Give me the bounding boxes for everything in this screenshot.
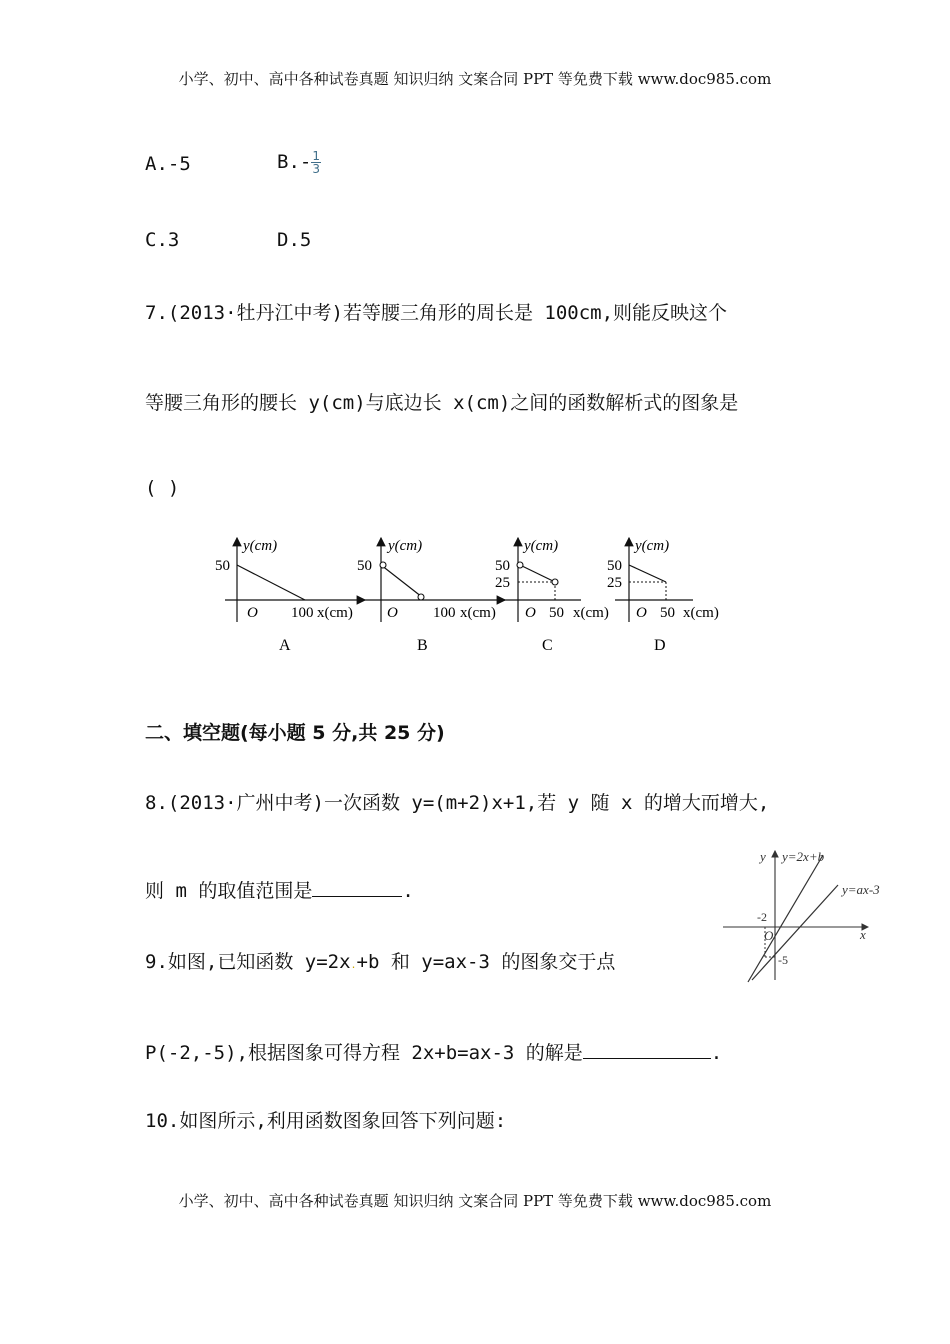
graph-d-ytick2: 25 [607, 575, 622, 591]
graph-c-open-point-end [552, 579, 558, 585]
q7-graphs [205, 530, 745, 660]
graph-a-origin: O [247, 605, 258, 621]
graph-d-ylabel: y(cm) [635, 538, 670, 554]
section2-title: 二、填空题(每小题 5 分,共 25 分) [145, 722, 445, 744]
graph-c-xlabel: x(cm) [573, 605, 609, 621]
q6-option-c: C.3 [145, 229, 180, 251]
graph-b-label: B [417, 637, 428, 654]
graph-c-origin: O [525, 605, 536, 621]
graph-b-xtick: 100 [433, 605, 456, 621]
q9-answer-blank [583, 1042, 711, 1059]
q10-line1: 10.如图所示,利用函数图象回答下列问题: [145, 1110, 507, 1132]
graph-c-ytick2: 25 [495, 575, 510, 591]
graph-b [357, 538, 505, 654]
graph-c-xtick: 50 [549, 605, 564, 621]
q8-line2 [145, 876, 414, 903]
q6-option-b-fraction [311, 150, 321, 175]
graph-d-label: D [654, 637, 666, 654]
fraction-denominator: 3 [312, 162, 320, 176]
q9-x-mark: -2 [757, 910, 767, 924]
page-footer: 小学、初中、高中各种试卷真题 知识归纳 文案合同 PPT 等免费下载 www.doc985.com [178, 1192, 772, 1210]
q9-y-axis-label: y [760, 849, 766, 864]
graph-a-label: A [279, 637, 291, 654]
q8-line2-suffix: . [402, 880, 414, 902]
q7-line1-text: .(2013·牡丹江中考)若等腰三角形的周长是 100cm,则能反映这个 [156, 302, 728, 324]
q6-option-d: D.5 [277, 229, 312, 251]
graph-c [495, 538, 609, 654]
graph-a [215, 538, 365, 654]
graph-c-open-point-top [517, 562, 523, 568]
graph-a-line [237, 565, 305, 600]
graph-a-ytick: 50 [215, 558, 230, 574]
q9-line1 [145, 947, 615, 974]
graph-b-ylabel: y(cm) [388, 538, 423, 554]
q9-y-mark: -5 [778, 953, 788, 967]
q6-option-b [277, 150, 321, 175]
q6-option-b-prefix: B.- [277, 151, 312, 173]
q7-answer-paren: ( ) [145, 477, 180, 499]
q9-line2-prefix: P(-2,-5),根据图象可得方程 2x+b=ax-3 的解是 [145, 1042, 583, 1064]
graph-b-xlabel: x(cm) [460, 605, 496, 621]
q9-marker-dot: . [350, 960, 357, 971]
q9-line2-label: y=ax-3 [842, 882, 880, 897]
q9-line2 [145, 1038, 722, 1065]
q8-line1: 8.(2013·广州中考)一次函数 y=(m+2)x+1,若 y 随 x 的增大而增大, [145, 792, 770, 814]
q9-figure [718, 845, 893, 985]
q9-line1-b: +b 和 y=ax-3 的图象交于点 [356, 951, 616, 973]
q9-origin: O [764, 928, 774, 943]
q8-line2-prefix: 则 m 的取值范围是 [145, 880, 313, 902]
q8-answer-blank [312, 880, 402, 897]
graph-d [607, 538, 719, 654]
graph-b-ytick: 50 [357, 558, 372, 574]
graph-c-ylabel: y(cm) [524, 538, 559, 554]
graph-c-ytick: 50 [495, 558, 510, 574]
fraction-numerator: 1 [312, 149, 320, 163]
q9-line1-label: y=2x+b [782, 849, 825, 864]
q7-line1 [145, 298, 727, 325]
q7-number: 7 [145, 302, 157, 324]
q9-line1-a: 9.如图,已知函数 y=2x [145, 951, 351, 973]
graph-d-xtick: 50 [660, 605, 675, 621]
q9-x-axis-label: x [860, 927, 866, 942]
q6-option-a: A.-5 [145, 153, 191, 175]
graph-d-ytick: 50 [607, 558, 622, 574]
graph-a-xlabel: x(cm) [317, 605, 353, 621]
graph-c-line [520, 565, 555, 582]
q7-line2: 等腰三角形的腰长 y(cm)与底边长 x(cm)之间的函数解析式的图象是 [145, 392, 739, 414]
graph-b-line [381, 565, 422, 597]
graph-d-origin: O [636, 605, 647, 621]
graph-a-xtick: 100 [291, 605, 314, 621]
graph-b-open-point-top [380, 562, 386, 568]
graph-a-ylabel: y(cm) [243, 538, 278, 554]
graph-c-label: C [542, 637, 553, 654]
graph-b-open-point-end [418, 594, 424, 600]
graph-d-line [629, 565, 666, 582]
graph-d-xlabel: x(cm) [683, 605, 719, 621]
q9-line2-suffix: . [710, 1042, 723, 1064]
page-header: 小学、初中、高中各种试卷真题 知识归纳 文案合同 PPT 等免费下载 www.doc985.com [178, 70, 772, 88]
graph-b-origin: O [387, 605, 398, 621]
